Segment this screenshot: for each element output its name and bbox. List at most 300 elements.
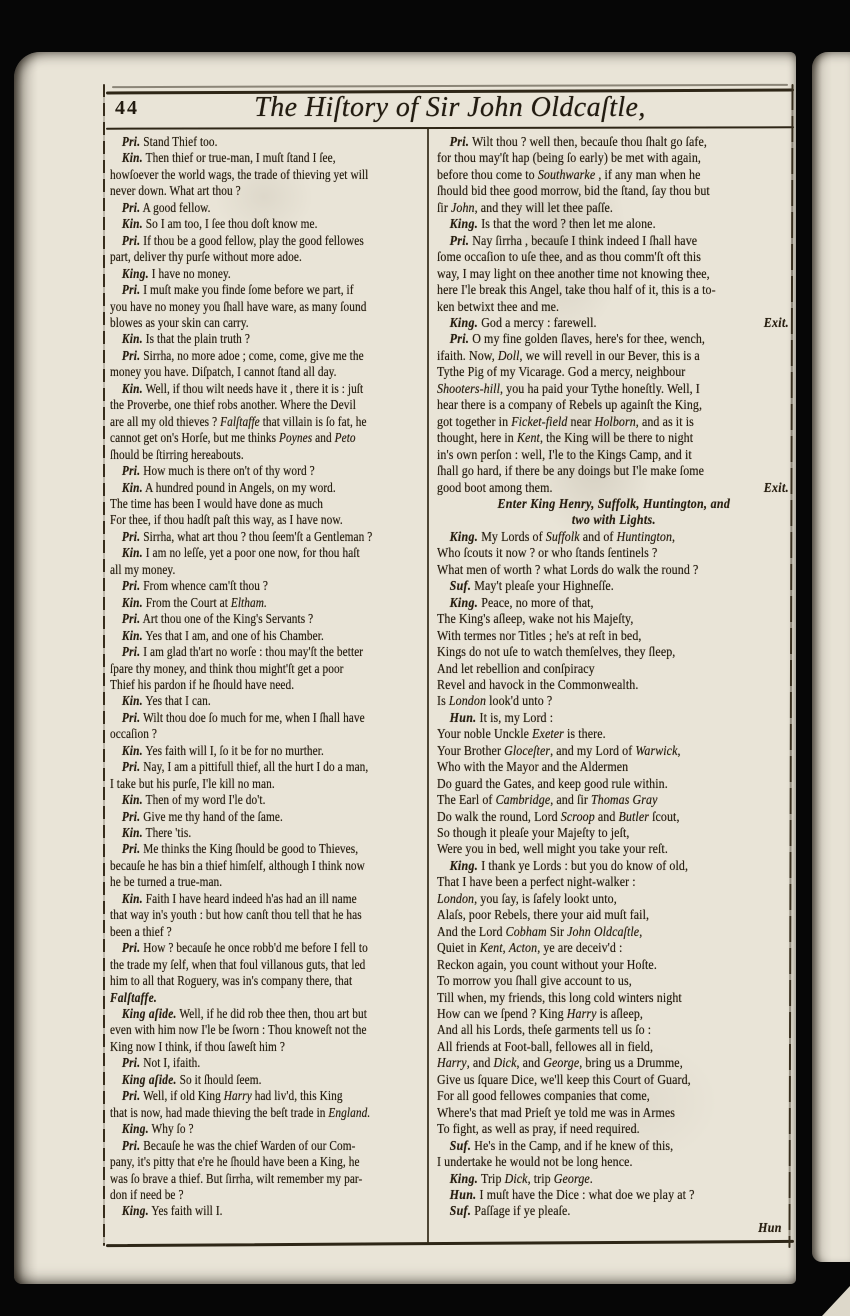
text-run: are all my old thieves ? — [110, 413, 221, 429]
text-line — [110, 693, 425, 709]
text-line — [437, 414, 791, 430]
text-run: pany, it's pitty that e're he ſhould have been a King, he — [110, 1154, 360, 1170]
text-run: thought, here in — [437, 430, 517, 446]
text-line — [437, 759, 791, 775]
speech-prefix-or-direction: Pri. — [121, 940, 141, 956]
speech-prefix-or-direction: Pri. — [449, 331, 470, 347]
text-run: , you ha paid your Tythe honeſtly. Well, I — [500, 380, 700, 396]
speech-prefix-or-direction: Exit. — [763, 314, 789, 330]
speech-prefix-or-direction: King. — [121, 1121, 149, 1137]
text-line — [110, 611, 425, 627]
text-run: Me thinks the King ſhould be good to Thieves, — [140, 841, 359, 857]
speech-prefix-or-direction: Kin. — [121, 380, 143, 396]
text-line — [437, 1138, 791, 1154]
text-run: With termes nor Titles ; he's at reſt in bed, — [437, 627, 642, 643]
text-run: Nay, I am a pittifull thief, all the hurt I do a man, — [140, 759, 369, 775]
text-line — [437, 1022, 791, 1038]
text-run: , and — [466, 1055, 494, 1071]
italic-text-run: Harry — [223, 1088, 252, 1104]
text-line — [110, 430, 425, 446]
text-line — [110, 299, 425, 315]
text-run: all my money. — [110, 561, 176, 577]
running-title: The Hiſtory of Sir John Oldcaſtle, — [254, 92, 646, 123]
text-run: near — [567, 413, 595, 429]
text-line — [437, 545, 791, 561]
speech-prefix-or-direction: Pri. — [449, 232, 470, 248]
text-line — [110, 348, 425, 364]
text-run: I muſt make you finde ſome before we part, if — [140, 282, 354, 298]
text-run: Sirrha, what art thou ? thou ſeem'ſt a Gentleman ? — [140, 528, 373, 544]
text-line — [437, 463, 791, 479]
speech-prefix-or-direction: Suf. — [449, 1137, 472, 1153]
text-run: Well, if he did rob thee then, thou art but — [176, 1006, 368, 1022]
text-line — [437, 1039, 791, 1055]
text-run: . — [589, 1170, 593, 1186]
text-line — [110, 710, 425, 726]
stage-direction-line — [437, 496, 791, 512]
text-run: the Proverbe, one thief robs another. Where the Devil — [110, 397, 356, 413]
text-run: Yes faith will I, ſo it be for no murther. — [142, 742, 324, 758]
text-run: Do guard the Gates, and keep good rule within. — [437, 775, 668, 791]
text-line — [110, 496, 425, 512]
text-line — [110, 743, 425, 759]
text-run: is aſleep, — [596, 1006, 644, 1022]
text-line — [437, 825, 791, 841]
page-number: 44 — [115, 97, 139, 119]
text-run: blowes as your skin can carry. — [110, 314, 249, 330]
italic-text-run: Dick — [504, 1170, 528, 1186]
text-line — [110, 233, 425, 249]
text-line — [437, 743, 791, 759]
text-line — [110, 1022, 425, 1038]
speech-prefix-or-direction: two with Lights. — [571, 512, 656, 528]
text-line — [437, 233, 791, 249]
text-run: From the Court at — [142, 594, 231, 610]
text-run: ſcout, — [648, 808, 680, 824]
text-run: Wilt thou doe ſo much for me, when I ſhall have — [140, 709, 365, 725]
text-run: , and — [516, 1055, 544, 1071]
text-run: that is now, had made thieving the beſt trade in — [110, 1104, 329, 1120]
text-run: had liv'd, this King — [251, 1088, 343, 1104]
italic-text-run: Harry — [437, 1055, 467, 1071]
text-line — [110, 628, 425, 644]
catchword-line — [437, 1220, 791, 1236]
text-run: way, I may light on thee another time not knowing thee, — [437, 265, 710, 281]
italic-text-run: Kent — [516, 430, 540, 446]
speech-prefix-or-direction: Pri. — [121, 347, 141, 363]
speech-prefix-or-direction: King. — [121, 1203, 149, 1219]
text-line — [110, 924, 425, 940]
italic-text-run: Acton — [508, 940, 538, 956]
text-column-right — [437, 134, 791, 1236]
text-line — [110, 167, 425, 183]
text-run: was ſo brave a thief. But ſirrha, wilt remember my par- — [110, 1170, 363, 1186]
italic-text-run: John — [450, 199, 475, 215]
speech-prefix-or-direction: Kin. — [121, 825, 143, 841]
text-run: The Earl of — [437, 792, 496, 808]
text-run: occaſion ? — [110, 726, 157, 742]
text-line — [437, 348, 791, 364]
italic-text-run: Ficket-field — [511, 413, 568, 429]
text-run: The King's aſleep, wake not his Majeſty, — [437, 611, 634, 627]
text-run: That I have been a perfect night-walker : — [437, 874, 636, 890]
text-run: Well, if old King — [140, 1088, 224, 1104]
italic-text-run: Holborn — [594, 413, 636, 429]
text-line — [437, 891, 791, 907]
text-run: that way in's youth : but how canſt thou tell that he has — [110, 907, 362, 923]
speech-prefix-or-direction: Pri. — [121, 578, 141, 594]
text-line — [437, 266, 791, 282]
text-run: , — [672, 528, 676, 544]
speech-prefix-or-direction: King aſide. — [121, 1006, 177, 1022]
text-line — [437, 216, 791, 232]
text-run: and — [312, 430, 335, 446]
text-line — [110, 1072, 425, 1088]
exit-direction — [764, 480, 791, 496]
text-line — [437, 167, 791, 183]
speech-prefix-or-direction: Pri. — [121, 841, 141, 857]
frame-rule-left — [103, 84, 105, 1246]
text-run: Revel and havock in the Commonwealth. — [437, 676, 639, 692]
text-run: Yes faith will I. — [148, 1203, 223, 1219]
text-run: There 'tis. — [142, 825, 192, 841]
text-run: Give us ſquare Dice, we'll keep this Court of Guard, — [437, 1071, 691, 1087]
text-line — [437, 200, 791, 216]
speech-prefix-or-direction: Falſtaffe. — [110, 989, 158, 1005]
text-line — [437, 1203, 791, 1219]
text-run: , — [677, 742, 681, 758]
speech-prefix-or-direction: Pri. — [121, 644, 141, 660]
text-line — [110, 891, 425, 907]
italic-text-run: Poynes — [279, 430, 313, 446]
text-line — [110, 957, 425, 973]
italic-text-run: Kent — [479, 940, 503, 956]
italic-text-run: London — [437, 890, 475, 906]
text-run: ifaith. Now, — [437, 347, 498, 363]
text-run: , and my Lord of — [550, 742, 636, 758]
text-line — [437, 792, 791, 808]
column-divider-rule — [427, 128, 429, 1244]
text-run: you have no money you ſhall have ware, as many ſound — [110, 298, 367, 314]
text-line — [110, 134, 425, 150]
text-run: What men of worth ? what Lords do walk the round ? — [437, 561, 699, 577]
text-run: Becauſe he was the chief Warden of our Com- — [140, 1137, 356, 1153]
text-line — [110, 776, 425, 792]
text-run: For all good fellowes companies that come, — [437, 1088, 650, 1104]
speech-prefix-or-direction: Pri. — [121, 709, 141, 725]
text-run: never down. What art thou ? — [110, 183, 241, 199]
text-line — [110, 529, 425, 545]
text-run: money you have. Diſpatch, I cannot ſtand all day. — [110, 364, 337, 380]
italic-text-run: Southwarke — [537, 166, 596, 182]
text-run: Kings do not uſe to watch themſelves, they ſleep, — [437, 644, 676, 660]
text-line — [110, 447, 425, 463]
italic-text-run: Warwick — [635, 742, 678, 758]
text-run: hear there is a company of Rebels up againſt the King, — [437, 397, 703, 413]
text-run: Quiet in — [437, 940, 480, 956]
text-line — [437, 447, 791, 463]
italic-text-run: Scroop — [560, 808, 595, 824]
text-run: A good fellow. — [140, 199, 211, 215]
text-line — [437, 299, 791, 315]
text-run: How ? becauſe he once robb'd me before I fell to — [140, 940, 368, 956]
text-line — [437, 924, 791, 940]
text-run: , and as it is — [635, 413, 694, 429]
text-run: Were you in bed, well might you take your reſt. — [437, 841, 668, 857]
speech-prefix-or-direction: Pri. — [121, 1088, 141, 1104]
text-run: Paſſage if ye pleaſe. — [471, 1203, 571, 1219]
text-line — [110, 677, 425, 693]
speech-prefix-or-direction: Pri. — [121, 282, 141, 298]
speech-prefix-or-direction: Hun — [758, 1219, 782, 1235]
italic-text-run: Butler — [618, 808, 649, 824]
text-run: ſir — [437, 199, 451, 215]
text-run: It is, my Lord : — [476, 709, 554, 725]
text-run: Then thief or true-man, I muſt ſtand I ſee, — [142, 150, 336, 166]
text-run: I take but his purſe, I'le kill no man. — [110, 775, 275, 791]
text-run: look'd unto ? — [486, 693, 553, 709]
text-line — [437, 973, 791, 989]
text-line — [437, 858, 791, 874]
text-run: I thank ye Lords : but you do know of old, — [478, 857, 689, 873]
text-line — [110, 183, 425, 199]
text-run: May't pleaſe your Highneſſe. — [471, 578, 614, 594]
text-run: , bring us a Drumme, — [579, 1055, 683, 1071]
text-run: here I'le break this Angel, take thou half of it, this is a to- — [437, 282, 716, 298]
adjacent-page-edge — [812, 52, 850, 1262]
speech-prefix-or-direction: Pri. — [121, 232, 141, 248]
text-line — [437, 1055, 791, 1071]
text-line — [110, 1039, 425, 1055]
text-run: Tythe Pig of my Vicarage. God a mercy, neighbour — [437, 364, 686, 380]
speech-prefix-or-direction: Kin. — [121, 216, 143, 232]
text-line — [110, 595, 425, 611]
speech-prefix-or-direction: Kin. — [121, 150, 143, 166]
italic-text-run: Cobham — [505, 923, 547, 939]
text-line — [110, 907, 425, 923]
speech-prefix-or-direction: Pri. — [121, 528, 141, 544]
italic-text-run: John Oldcaſtle — [567, 923, 640, 939]
text-line — [110, 1138, 425, 1154]
text-run: ſhould bid thee good morrow, bid the ſtand, ſay thou but — [437, 183, 710, 199]
speech-prefix-or-direction: King. — [449, 1170, 479, 1186]
text-line — [110, 1055, 425, 1071]
text-run: King now I think, if thou ſaweſt him ? — [110, 1038, 285, 1054]
text-run: And all his Lords, theſe garments tell us ſo : — [437, 1022, 652, 1038]
text-run: Give me thy hand of the ſame. — [140, 808, 283, 824]
text-line — [110, 414, 425, 430]
text-line — [110, 1187, 425, 1203]
text-line — [437, 874, 791, 890]
text-run: , the King will be there to night — [539, 430, 694, 446]
speech-prefix-or-direction: Kin. — [121, 890, 143, 906]
speech-prefix-or-direction: Kin. — [121, 331, 143, 347]
text-run: He's in the Camp, and if he knew of this, — [471, 1137, 674, 1153]
speech-prefix-or-direction: Pri. — [121, 463, 141, 479]
text-line — [110, 562, 425, 578]
text-run: I muſt have the Dice : what doe we play at ? — [476, 1187, 695, 1202]
speech-prefix-or-direction: Kin. — [121, 742, 143, 758]
text-run: God a mercy : farewell. — [478, 314, 597, 330]
text-line — [437, 1154, 791, 1170]
text-run: O my fine golden ſlaves, here's for thee, wench, — [469, 331, 706, 347]
text-line — [437, 693, 791, 709]
text-run: ken betwixt thee and me. — [437, 298, 560, 314]
speech-prefix-or-direction: Suf. — [449, 1203, 472, 1219]
italic-text-run: Huntington — [616, 528, 673, 544]
italic-text-run: George — [553, 1170, 590, 1186]
speech-prefix-or-direction: Pri. — [121, 808, 141, 824]
text-line — [110, 150, 425, 166]
text-run: Thief his pardon if he ſhould have need. — [110, 676, 295, 692]
text-run: To fight, as well as pray, if need required. — [437, 1121, 640, 1137]
text-line — [437, 1088, 791, 1104]
speech-prefix-or-direction: Pri. — [121, 1137, 141, 1153]
text-run: and — [594, 808, 619, 824]
text-run: I am no leſſe, yet a poor one now, for thou haſt — [142, 545, 360, 561]
text-line — [437, 726, 791, 742]
text-line — [110, 1006, 425, 1022]
speech-prefix-or-direction: Kin. — [121, 693, 143, 709]
text-line — [437, 907, 791, 923]
speech-prefix-or-direction: Hun. — [449, 1187, 477, 1202]
text-line — [110, 809, 425, 825]
speech-prefix-or-direction: King aſide. — [121, 1071, 177, 1087]
text-line — [110, 480, 425, 496]
text-line — [437, 940, 791, 956]
text-line — [110, 858, 425, 874]
text-line — [437, 315, 791, 331]
speech-prefix-or-direction: King. — [449, 857, 479, 873]
text-run: before thou come to — [437, 166, 538, 182]
exit-direction — [764, 315, 791, 331]
italic-text-run: Cambridge — [495, 792, 551, 808]
speech-prefix-or-direction: Enter King Henry, Suffolk, Huntington, and — [497, 495, 731, 511]
text-run: ſhould be ſtirring hereabouts. — [110, 446, 244, 462]
italic-text-run: Doll — [497, 347, 520, 363]
text-run: got together in — [437, 413, 512, 429]
text-run: Till when, my friends, this long cold winters night — [437, 989, 682, 1005]
text-run: , — [502, 940, 509, 956]
text-line — [437, 529, 791, 545]
text-line — [437, 381, 791, 397]
text-run: him to all that Roguery, was in's company there, that — [110, 973, 353, 989]
text-run: in's own perſon : well, I'le to the Kings Camp, and it — [437, 446, 692, 462]
text-line — [110, 216, 425, 232]
italic-text-run: Falſtaffe — [220, 413, 260, 429]
text-run: , ye are deceiv'd : — [537, 940, 623, 956]
text-line — [110, 282, 425, 298]
text-run: How much is there on't of thy word ? — [140, 463, 315, 479]
text-run: So it ſhould ſeem. — [176, 1071, 262, 1087]
text-run: Sirrha, no more adoe ; come, come, give me the — [140, 347, 364, 363]
text-run: ſhall go hard, if there be any doings but I'le make ſome — [437, 463, 705, 479]
text-run: Do walk the round, Lord — [437, 808, 561, 824]
italic-text-run: Shooters-hill — [437, 380, 500, 396]
text-run: Your noble Unckle — [437, 726, 533, 742]
text-line — [110, 1088, 425, 1104]
stage-direction-line — [437, 512, 791, 528]
text-run: and of — [579, 528, 617, 544]
italic-text-run: Harry — [566, 1006, 597, 1022]
text-line — [110, 1171, 425, 1187]
text-run: Nay ſirrha , becauſe I think indeed I ſhall have — [469, 232, 698, 248]
italic-text-run: Gloceſter — [504, 742, 551, 758]
speech-prefix-or-direction: Kin. — [121, 594, 143, 610]
text-line — [110, 825, 425, 841]
text-run: Sir — [546, 923, 568, 939]
text-line — [110, 1105, 425, 1121]
text-run: Yes that I can. — [142, 693, 211, 709]
text-run: All friends at Foot-ball, fellowes all in field, — [437, 1038, 654, 1054]
text-run: , if any man when he — [595, 166, 701, 182]
italic-text-run: Exeter — [532, 726, 564, 742]
text-line — [437, 397, 791, 413]
text-line — [437, 480, 791, 496]
text-line — [110, 381, 425, 397]
italic-text-run: Eltham. — [230, 594, 267, 610]
text-run: part, deliver thy purſe without more adoe. — [110, 249, 302, 265]
speech-prefix-or-direction: Kin. — [121, 545, 143, 561]
text-line — [110, 841, 425, 857]
italic-text-run: George — [543, 1055, 580, 1071]
text-line — [437, 430, 791, 446]
text-run: Faith I have heard indeed h'as had an ill name — [142, 890, 357, 906]
text-line — [437, 841, 791, 857]
text-run: Wilt thou ? well then, becauſe thou ſhalt go ſafe, — [469, 134, 707, 149]
text-line — [110, 1203, 425, 1219]
text-run: Is that the word ? then let me alone. — [478, 216, 656, 232]
text-run: And let rebellion and conſpiracy — [437, 660, 595, 676]
text-run: even with him now I'le be ſworn : Thou knoweſt not the — [110, 1022, 367, 1038]
text-line — [110, 874, 425, 890]
text-run: From whence cam'ſt thou ? — [140, 578, 268, 594]
italic-text-run: Thomas Gray — [591, 792, 658, 808]
text-line — [110, 266, 425, 282]
text-line — [437, 249, 791, 265]
text-run: And the Lord — [437, 923, 506, 939]
text-line — [437, 595, 791, 611]
text-line — [437, 150, 791, 166]
text-line — [437, 710, 791, 726]
italic-text-run: Peto — [334, 430, 356, 446]
text-run: Trip — [478, 1170, 505, 1186]
text-line — [110, 397, 425, 413]
text-run: ſome occaſion to uſe thee, and as thou comm'ſt oft this — [437, 249, 702, 265]
text-line — [437, 776, 791, 792]
text-line — [437, 809, 791, 825]
text-line — [437, 957, 791, 973]
text-run: the trade my ſelf, when that foul villanous guts, that led — [110, 956, 366, 972]
text-line — [110, 973, 425, 989]
text-line — [437, 611, 791, 627]
italic-text-run: Dick — [493, 1055, 517, 1071]
text-run: Yes that I am, and one of his Chamber. — [142, 627, 324, 643]
text-line — [110, 578, 425, 594]
text-run: he be turned a true-man. — [110, 874, 223, 890]
text-line — [110, 463, 425, 479]
speech-prefix-or-direction: Kin. — [121, 792, 143, 808]
speech-prefix-or-direction: King. — [449, 594, 479, 610]
text-run: My Lords of — [478, 528, 546, 544]
text-run: becauſe he has bin a thief himſelf, although I think now — [110, 857, 365, 873]
text-run: For thee, if thou hadſt paſt this way, as I have now. — [110, 512, 343, 528]
speech-prefix-or-direction: Pri. — [121, 1055, 141, 1071]
speech-prefix-or-direction: King. — [449, 528, 479, 544]
text-line — [110, 249, 425, 265]
text-line — [110, 512, 425, 528]
text-run: Where's that mad Prieſt ye told me was in Armes — [437, 1104, 676, 1120]
